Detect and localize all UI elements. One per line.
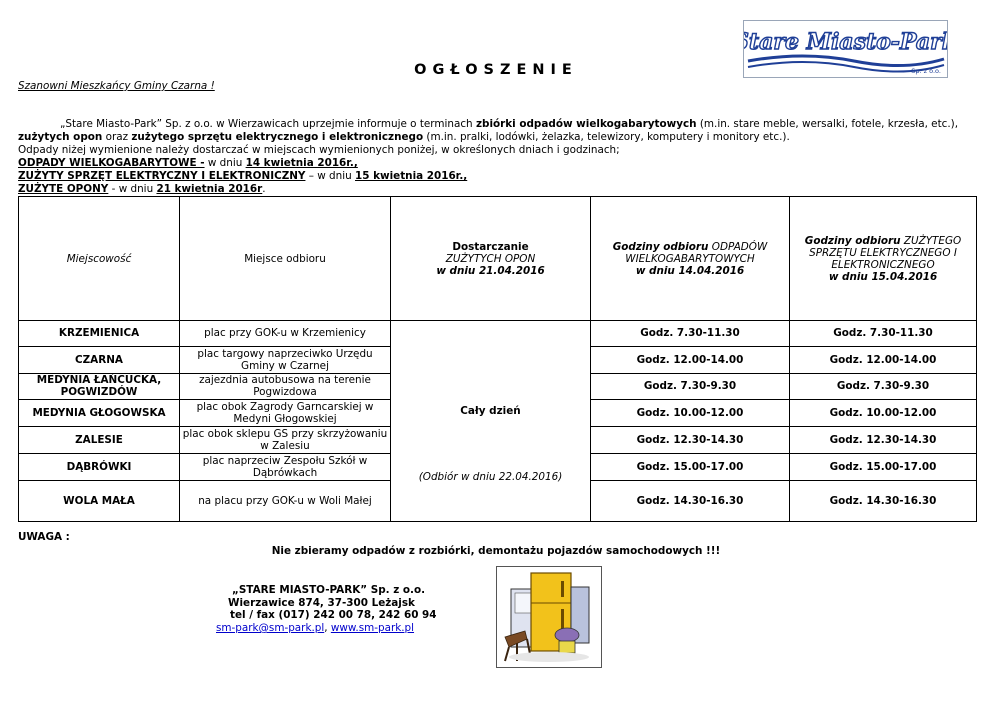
company-phone: tel / fax (017) 242 00 78, 242 60 94 [230, 609, 437, 621]
date-line-date: 15 kwietnia 2016r., [355, 170, 468, 182]
row-electronics-hours: Godz. 12.30-14.30 [790, 427, 977, 454]
bulky-waste-clipart-icon [496, 566, 602, 668]
company-links [216, 622, 414, 634]
row-locality: CZARNA [19, 346, 180, 373]
row-bulky-hours: Godz. 12.00-14.00 [591, 346, 790, 373]
logo-suffix: Sp. z o.o. [911, 67, 941, 75]
row-place: plac obok Zagrody Garncarskiej w Medyni Głogowskiej [180, 400, 391, 427]
header-elec-date: w dniu 15.04.2016 [828, 270, 938, 283]
date-line-mid: w dniu [204, 157, 246, 169]
header-bulky-sub: ODPADÓW WIELKOGABARYTOWYCH [625, 240, 768, 265]
row-locality: KRZEMIENICA [19, 321, 180, 347]
row-locality: ZALESIE [19, 427, 180, 454]
website-link[interactable]: www.sm-park.pl [330, 622, 415, 634]
header-tyres-sub: ZUŻYTYCH OPON [445, 252, 536, 265]
intro-text-part: (m.in. pralki, lodówki, żelazka, telewizory, komputery i monitory etc.). [423, 131, 790, 143]
date-line-mid: - w dniu [108, 183, 157, 195]
tyres-pickup-date: (Odbiór w dniu 22.04.2016) [418, 471, 563, 483]
page-title: OGŁOSZENIE [414, 62, 578, 78]
row-place: plac przy GOK-u w Krzemienicy [180, 321, 391, 347]
date-line-mid: – w dniu [305, 170, 356, 182]
row-electronics-hours: Godz. 10.00-12.00 [790, 400, 977, 427]
date-line-electronics [18, 170, 978, 183]
row-bulky-hours: Godz. 7.30-11.30 [591, 321, 790, 347]
intro-bold-tyres: zużytych opon [18, 131, 103, 143]
warning-notice: Nie zbieramy odpadów z rozbiórki, demontażu pojazdów samochodowych !!! [271, 545, 721, 557]
header-elec-title: Godziny odbioru [804, 234, 901, 247]
row-place: zajezdnia autobusowa na terenie Pogwizdowa [180, 373, 391, 400]
date-line-bulky [18, 157, 978, 170]
row-locality: DĄBRÓWKI [19, 453, 180, 480]
row-locality: MEDYNIA GŁOGOWSKA [19, 400, 180, 427]
date-line-date: 14 kwietnia 2016r., [245, 157, 358, 169]
schedule-table [18, 196, 977, 522]
header-bulky [591, 197, 790, 321]
row-electronics-hours: Godz. 15.00-17.00 [790, 453, 977, 480]
tyres-all-day: Cały dzień [460, 405, 521, 417]
company-name: „STARE MIASTO-PARK” Sp. z o.o. [232, 584, 426, 596]
row-bulky-hours: Godz. 7.30-9.30 [591, 373, 790, 400]
intro-text [18, 118, 978, 196]
header-electronics [790, 197, 977, 321]
header-bulky-date: w dniu 14.04.2016 [635, 264, 745, 277]
date-line-end: . [262, 183, 266, 195]
link-separator: , [324, 622, 331, 634]
row-electronics-hours: Godz. 7.30-9.30 [790, 373, 977, 400]
date-line-label: ZUŻYTE OPONY [18, 183, 109, 195]
row-bulky-hours: Godz. 12.30-14.30 [591, 427, 790, 454]
date-line-tyres [18, 183, 978, 196]
warning-label: UWAGA : [18, 531, 70, 543]
row-locality: MEDYNIA ŁAŃCUCKA, POGWIZDÓW [19, 373, 180, 400]
header-bulky-title: Godziny odbioru [612, 240, 709, 253]
intro-delivery-info: Odpady niżej wymienione należy dostarczać w miejscach wymienionych poniżej, w określonych dniach i godzinach; [18, 144, 620, 156]
intro-text-part: oraz [102, 131, 132, 143]
row-place: na placu przy GOK-u w Woli Małej [180, 480, 391, 521]
table-header-row [19, 197, 977, 321]
row-electronics-hours: Godz. 14.30-16.30 [790, 480, 977, 521]
row-electronics-hours: Godz. 12.00-14.00 [790, 346, 977, 373]
company-info [216, 584, 437, 622]
row-electronics-hours: Godz. 7.30-11.30 [790, 321, 977, 347]
row-bulky-hours: Godz. 15.00-17.00 [591, 453, 790, 480]
row-place: plac obok sklepu GS przy skrzyżowaniu w Zalesiu [180, 427, 391, 454]
table-row [19, 321, 977, 347]
header-locality: Miejscowość [19, 197, 180, 321]
logo-brand: Stare Miasto-Park [744, 29, 947, 55]
date-line-date: 21 kwietnia 2016r [156, 183, 263, 195]
date-line-label: ODPADY WIELKOGABARYTOWE - [18, 157, 205, 169]
company-address: Wierzawice 874, 37-300 Leżajsk [228, 596, 415, 609]
row-bulky-hours: Godz. 14.30-16.30 [591, 480, 790, 521]
row-place: plac naprzeciw Zespołu Szkół w Dąbrówkach [180, 453, 391, 480]
intro-bold-electronics: zużytego sprzętu elektrycznego i elektronicznego [131, 131, 424, 143]
intro-paragraph [18, 118, 978, 144]
row-locality: WOLA MAŁA [19, 480, 180, 521]
intro-text-part: „Stare Miasto-Park” Sp. z o.o. w Wierzawicach uprzejmie informuje o terminach [60, 118, 476, 130]
header-tyres-title: Dostarczanie [452, 240, 529, 253]
header-tyres [391, 197, 591, 321]
header-elec-sub: ZUŻYTEGO SPRZĘTU ELEKTRYCZNEGO I ELEKTRONICZNEGO [809, 234, 962, 271]
header-tyres-date: w dniu 21.04.2016 [436, 264, 545, 277]
greeting: Szanowni Mieszkańcy Gminy Czarna ! [18, 80, 215, 92]
date-line-label: ZUŻYTY SPRZĘT ELEKTRYCZNY I ELEKTRONICZNY [18, 170, 306, 182]
intro-bold-bulky: zbiórki odpadów wielkogabarytowych [475, 118, 697, 130]
email-link[interactable]: sm-park@sm-park.pl [216, 622, 325, 634]
intro-text-part: (m.in. stare meble, wersalki, fotele, krzesła, etc.), [696, 118, 959, 130]
row-bulky-hours: Godz. 10.00-12.00 [591, 400, 790, 427]
header-place: Miejsce odbioru [180, 197, 391, 321]
row-place: plac targowy naprzeciwko Urzędu Gminy w Czarnej [180, 346, 391, 373]
tyres-merged-cell [391, 321, 591, 522]
